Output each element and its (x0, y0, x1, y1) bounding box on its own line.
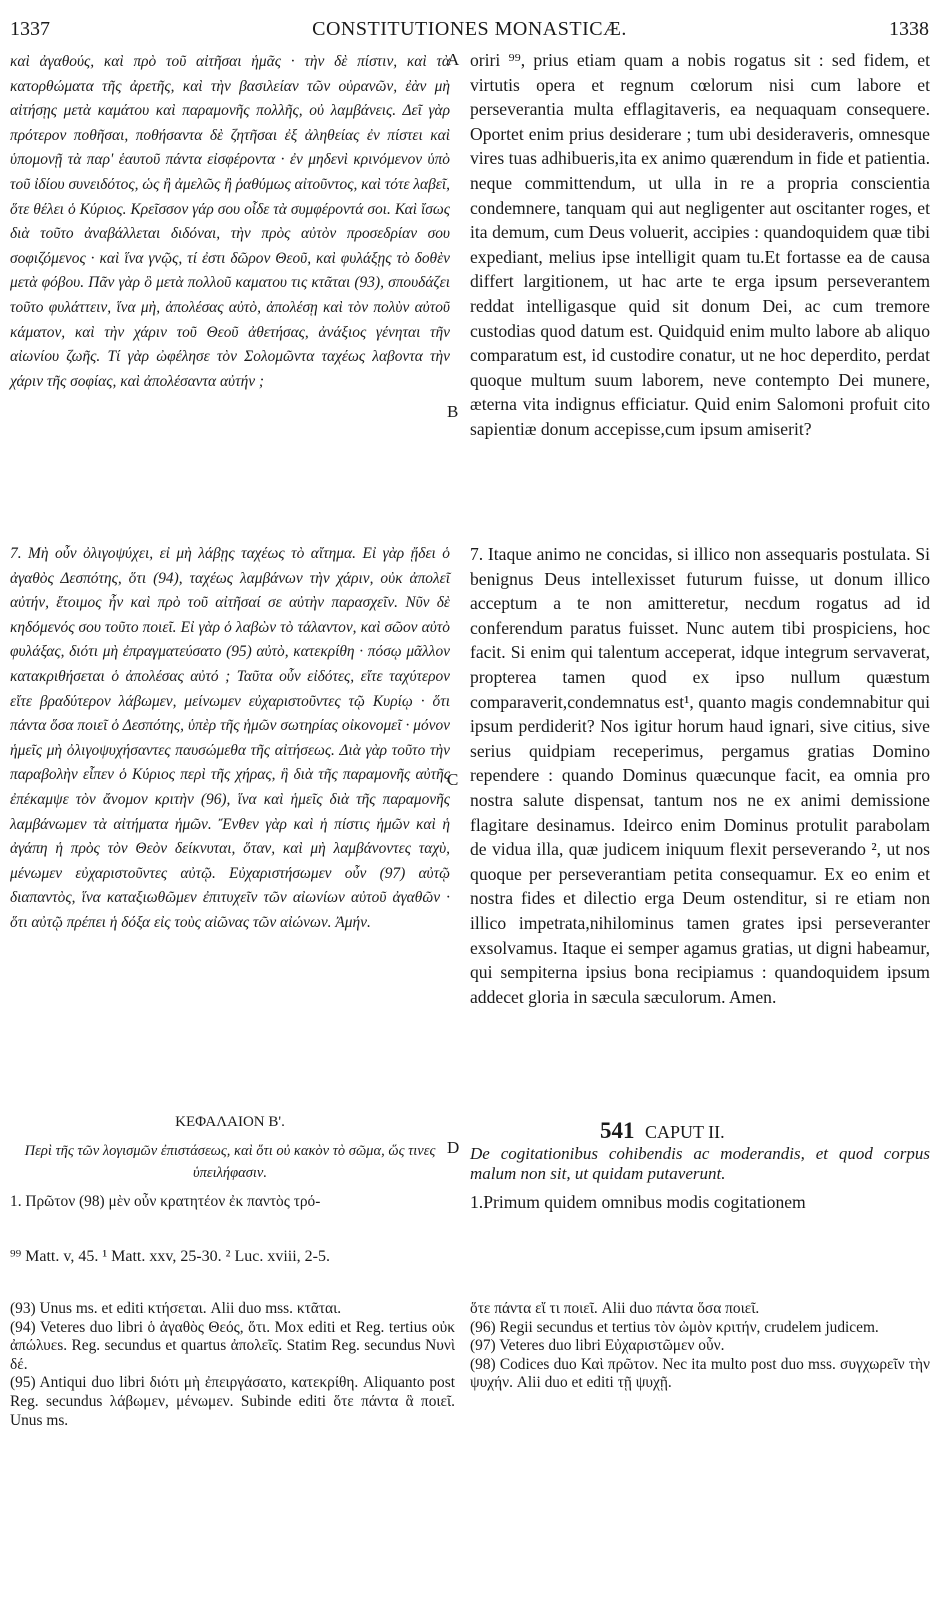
margin-letter-a: A (447, 50, 460, 69)
page-number-right: 1338 (889, 18, 929, 40)
latin-paragraph-1 (470, 48, 930, 442)
latin-chapter-title: CAPUT II. (645, 1122, 725, 1142)
latin-chapter-start (470, 1190, 930, 1215)
greek-paragraph-1 (10, 50, 450, 394)
footnote-95-continued: ὅτε πάντα εἴ τι ποιεῖ. Alii duo πάντα ὅσα ποιεῖ. (470, 1300, 760, 1317)
greek-text: καὶ ἀγαθούς, καὶ πρὸ τοῦ αἰτῆσαι ἡμᾶς · τὴν δὲ πίστιν, καὶ τὰ κατορθώματα τῆς ἀρετῆς, καὶ τὴν βασιλείαν τῶν οὐρανῶν, ἐὰν μὴ αἰτήσῃς μετὰ καμάτου καὶ παραμονῆς πολλῆς, οὐ λαμβάνεις. Δεῖ γὰρ πρότερον ποθῆσαι, ποθήσαντα δὲ ζητῆσαι ἐξ ἀληθείας ἐν πίστει καὶ ὑπομονῇ τὰ παρ' ἑαυτοῦ πάντα εἰσφέροντα · ἐν μηδενὶ κρινόμενον ὑπὸ τοῦ ἰδίου συνειδότος, ὡς ἢ ἀμελῶς ἢ ῥαθύμως αἰτοῦντος, καὶ τότε λαβεῖ, ὅτε θέλει ὁ Κύριος. Κρεῖσσον γάρ σου οἶδε τὰ συμφέροντά σοι. Καὶ ἴσως διὰ τοῦτο ἀναβάλλεται διδόναι, τὴν πρὸς αὐτὸν προσεδρίαν σου σοφιζόμενος · καὶ ἵνα γνῷς, τί ἐστι δῶρον Θεοῦ, καὶ φυλάξῃς τὸ δοθὲν μετὰ φόβου. Πᾶν γὰρ ὃ μετὰ πολλοῦ καματου τις κτᾶται (93), σπουδάζει τοῦτο φυλάττειν, ἵνα μὴ, ἀπολέσας αὐτὸ, ἀπολέσῃ καὶ τὸν πολὺν αὐτοῦ κάματον, καὶ τὴν χάριν τοῦ Θεοῦ ἀθετήσας, ἀνάξιος γένηται τῆν αἰωνίου ζωῆς. Τί γὰρ ὠφέλησε τὸν Σολομῶντα ταχέως λαβοντα τὴν χάριν τῆς σοφίας, καὶ ἀπολέσαντα αὐτήν ; (10, 53, 450, 390)
greek-chapter-title: ΚΕΦΑΛΑΙΟΝ Β'. (175, 1114, 285, 1130)
footnote-94: (94) Veteres duo libri ὁ ἀγαθὸς Θεός, ὅτι. Mox editi et Reg. tertius οὐκ ἀπώλυεs. Reg. secundus et quartus ἀπολεῖς. Statim Reg. secundus Νυνὶ δέ. (10, 1318, 455, 1373)
greek-paragraph-7 (10, 542, 450, 936)
latin-paragraph-7 (470, 542, 930, 1009)
scripture-references: ⁹⁹ Matt. v, 45. ¹ Matt. xxv, 25-30. ² Luc. xviii, 2-5. (10, 1248, 330, 1265)
footnote-97: (97) Veteres duo libri Εὐχαριστῶμεν οὖν. (470, 1337, 725, 1355)
column-number: 541 (600, 1118, 635, 1143)
running-header (10, 18, 929, 44)
latin-text: 1.Primum quidem omnibus modis cogitationem (470, 1192, 806, 1212)
margin-letter-b: B (447, 402, 459, 421)
footnote-93: (93) Unus ms. et editi κτήσεται. Alii duo mss. κτᾶται. (10, 1300, 342, 1317)
margin-letter-d: D (447, 1138, 460, 1157)
greek-text: 7. Μὴ οὖν ὀλιγοψύχει, εἰ μὴ λάβῃς ταχέως τὸ αἴτημα. Εἰ γὰρ ᾔδει ὁ ἀγαθὸς Δεσπότης, ὅτι (94), ταχέως λαμβάνων τὴν χάριν, οὐκ ἀπολεῖ αὐτήν, ἕτοιμος ἦν καὶ πρὸ τοῦ αἰτῆσαί σε αὐτὴν παρασχεῖν. Νῦν δὲ κηδόμενός σου τοῦτο ποιεῖ. Εἰ γὰρ ὁ λαβὼν τὸ τάλαντον, καὶ σῶον αὐτὸ φυλάξας, διότι μὴ ἐπραγματεύσατο (95) αὐτὸ, κατεκρίθη · πόσῳ μᾶλλον κατακριθήσεται ὁ ἀπολέσας αὐτό ; Ταῦτα οὖν εἰδότες, εἴτε ταχύτερον εἴτε βραδύτερον λάβωμεν, μείνωμεν εὐχαριστοῦντες τῷ Κυρίῳ · ὅτι πάντα ὅσα ποιεῖ ὁ Δεσπότης, ὑπὲρ τῆς ἡμῶν σωτηρίας οἰκονομεῖ · μόνον ἡμεῖς μὴ ὀλιγοψυχήσαντες παυσώμεθα τῆς αἰτήσεως. Διὰ γὰρ τοῦτο τὴν παραβολὴν εἶπεν ὁ Κύριος περὶ τῆς χήρας, ἣ διὰ τῆς παραμονῆς αὐτῆς ἐπέκαμψε τὸν ἄνομον κριτὴν (96), ἵνα καὶ ἡμεῖς διὰ τῆς παραμονῆς λαμβάνωμεν τὰ αἰτήματα ἡμῶν. Ἔνθεν γὰρ καὶ ἡ πίστις ἡμῶν καὶ ἡ ἀγάπη ἡ πρὸς τὸν Θεὸν δείκνυται, ὅταν, καὶ μὴ λαμβάνοντες ταχὺ, μένωμεν εὐχαριστοῦντες αὐτῷ. Εὐχαριστήσωμεν οὖν (97) αὐτῷ διαπαντὸς, ἵνα καταξιωθῶμεν ἐπιτυχεῖν τῶν αἰωνίων αὐτοῦ ἀγαθῶν · ὅτι αὐτῷ πρέπει ἡ δόξα εἰς τοὺς αἰῶνας τῶν αἰώνων. Ἀμήν. (10, 545, 450, 931)
greek-chapter-subtitle: Περὶ τῆς τῶν λογισμῶν ἐπιστάσεως, καὶ ὅτι οὐ κακὸν τὸ σῶμα, ὥς τινες ὑπειλήφασιν. (24, 1143, 436, 1181)
margin-letter-c: C (447, 770, 459, 789)
latin-chapter-subtitle: De cogitationibus cohibendis ac moderandis, et quod corpus malum non sit, ut quidam putaverunt. (470, 1144, 930, 1183)
greek-text: 1. Πρῶτον (98) μὲν οὖν κρατητέον ἐκ παντὸς τρό- (10, 1193, 321, 1210)
footnote-98: (98) Codices duo Καὶ πρῶτον. Nec ita multo post duo mss. συγχωρεῖν τὴν ψυχήν. Alii duo et editi τῇ ψυχῇ. (470, 1355, 930, 1392)
latin-text: oriri ⁹⁹, prius etiam quam a nobis rogatus sit : sed fidem, et virtutis opera et regnum cœlorum nisi cum labore et perseverantia multa efflagitaveris, ea nequaquam consequere. Oportet enim prius desiderare ; tum ubi desideraveris, omnesque vires tuas adhibueris,ita ex animo quærendum in fide et patientia. neque committendum, ut ulla in re a propria conscientia condemnere, tanquam qui aut negligenter aut oscitanter roges, et ita demum, cum Deus voluerit, accipies : quandoquidem quæ tibi expediant, melius ipse intelligit quam tu.Et fortasse ea de causa differt largitionem, ut hac arte te erga ipsum perseverantem reddat intelligasque quid sit donum Dei, ac cum tremore custodias quod datum est. Quidquid enim multo labore ab aliquo comparatum est, id custodire conatur, ut ne hoc deperdito, perdat quoque multum suum laborem, neve contempto Dei munere, æterna vita indignus efficiatur. Quid enim Salomoni profuit cito sapientiæ donum accepisse,cum ipsum amiserit? (470, 50, 930, 439)
footnotes-right (470, 1300, 930, 1393)
greek-chapter-start (10, 1190, 450, 1215)
page-number-left: 1337 (10, 18, 50, 40)
latin-text: 7. Itaque animo ne concidas, si illico non assequaris postulata. Si benignus Deus intellexisset futurum fuisse, ut donum illico acceptum a te non amitteretur, necdum rogatus ad id conferendum paratus fuisset. Nunc autem tibi prospiciens, hoc facit. Si enim qui talentum acceperat, idque integrum servaverat, propterea tamen quod ex ipso nullum quæstum comparaverit,condemnatus est¹, quanto magis condemnabitur qui ipsum perdiderit? Nos igitur horum haud ignari, sive citius, sive serius quidpiam receperimus, pergamus gratias Domino rependere : quando Dominus quæcunque facit, ea omnia pro nostra salute dispensat, tantum nos ne ex animi demissione flagitare desinamus. Ideirco enim Dominus protulit parabolam de vidua illa, quæ judicem iniquum flexit perseverando ², ut nos quoque per perseverantiam petita consequamur. Ex eo enim et nostra fides et dilectio erga Deum ostenditur, si re etiam non illico impetrata,nihilominus tamen grates ipsi perseveranter exsolvamus. Itaque ei semper agamus gratias, ut digni habeamur, qui sempiterna ipsius bona recipiamus : quandoquidem ipsum addecet gloria in sæcula sæculorum. Amen. (470, 544, 930, 1007)
footnote-96: (96) Regii secundus et tertius τὸν ὠμὸν κριτήν, crudelem judicem. (470, 1318, 879, 1336)
running-title: CONSTITUTIONES MONASTICÆ. (312, 18, 627, 40)
footnotes-left (10, 1300, 455, 1430)
footnote-95: (95) Antiqui duo libri διότι μὴ ἐπειργάσατο, κατεκρίθη. Aliquanto post Reg. secundus λάβωμεν, μένωμεν. Subinde editi ὅτε πάντα ἃ ποιεῖ. Unus ms. (10, 1374, 455, 1429)
latin-chapter-heading (600, 1118, 725, 1144)
